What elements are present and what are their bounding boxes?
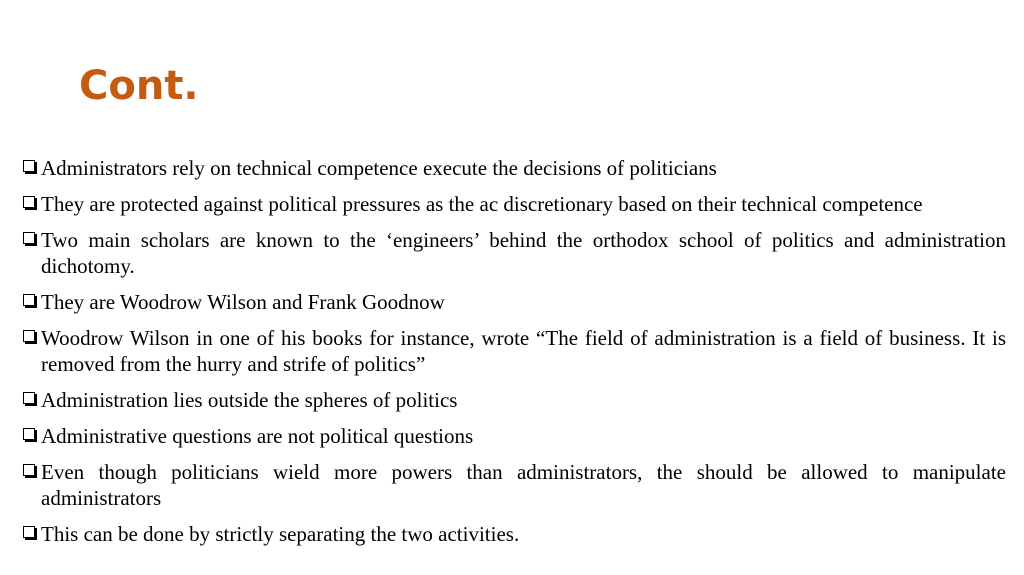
bullet-text: Two main scholars are known to the ‘engineers’ behind the orthodox school of politics and administration dichotomy. [41,228,1006,278]
bullet-item [22,325,1006,377]
slide-title: Cont. [79,63,199,109]
square-box-icon [23,330,35,342]
bullet-text: Administration lies outside the spheres of politics [41,388,458,412]
square-box-icon [23,464,35,476]
bullet-item [22,227,1006,279]
bullet-item [22,459,1006,511]
square-box-icon [23,526,35,538]
square-box-icon [23,294,35,306]
square-box-icon [23,428,35,440]
square-box-icon [23,232,35,244]
bullet-list [22,155,1006,547]
bullet-item [22,289,1006,315]
bullet-text: They are Woodrow Wilson and Frank Goodnow [41,290,445,314]
bullet-item [22,387,1006,413]
bullet-text: They are protected against political pressures as the ac discretionary based on their technical competence [41,192,923,216]
bullet-text: Even though politicians wield more powers than administrators, the should be allowed to manipulate administrators [41,460,1006,510]
bullet-text: Administrative questions are not political questions [41,424,474,448]
bullet-item [22,423,1006,449]
bullet-text: This can be done by strictly separating the two activities. [41,522,520,546]
bullet-item [22,155,1006,181]
bullet-item [22,521,1006,547]
square-box-icon [23,160,35,172]
bullet-text: Woodrow Wilson in one of his books for instance, wrote “The field of administration is a field of business. It is removed from the hurry and strife of politics” [41,326,1006,376]
bullet-text: Administrators rely on technical competence execute the decisions of politicians [41,156,717,180]
bullet-item [22,191,1006,217]
square-box-icon [23,392,35,404]
square-box-icon [23,196,35,208]
